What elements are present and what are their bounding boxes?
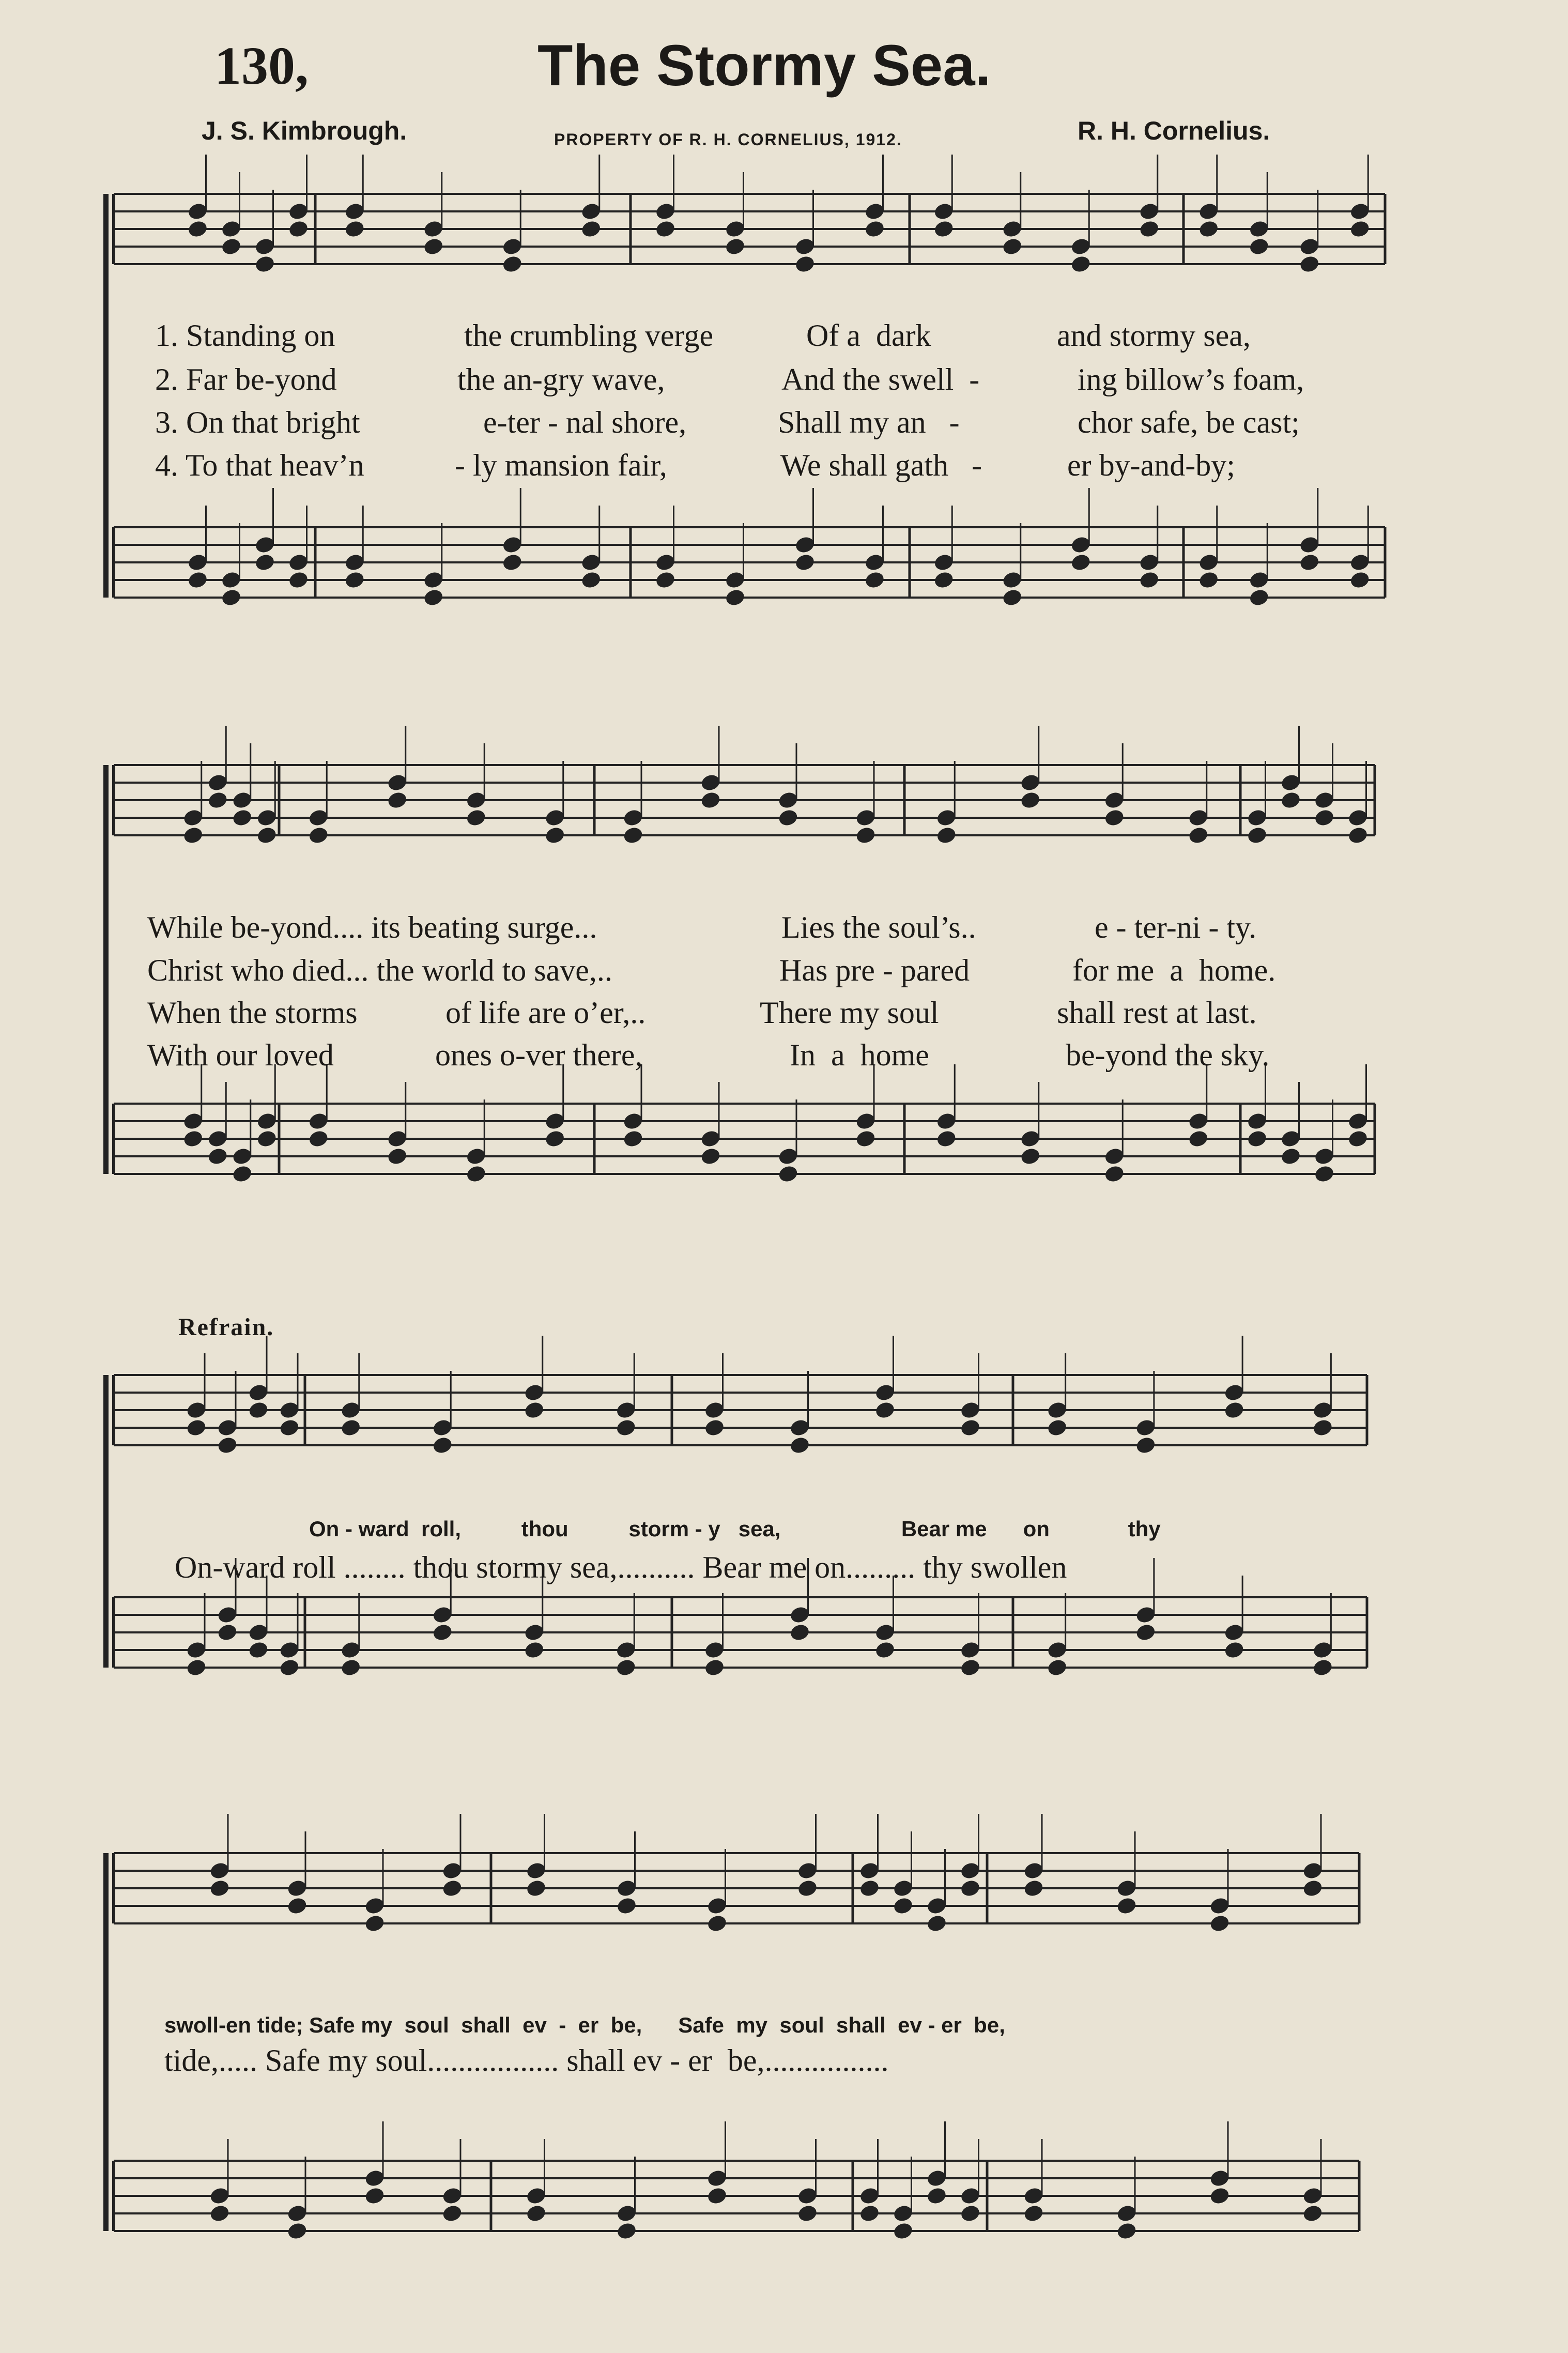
- lyric-text: Of a dark: [806, 318, 931, 353]
- lyric-text: 2. Far be-yond: [155, 362, 337, 396]
- composer-credit: R. H. Cornelius.: [1078, 116, 1270, 145]
- lyric-text: With our loved: [147, 1038, 334, 1072]
- lyric-text: chor safe, be cast;: [1078, 405, 1300, 439]
- refrain-lyrics-1: On-ward roll ........ thou stormy sea,.......... Bear me on......... thy swollen: [175, 1550, 1067, 1584]
- lyric-text: When the storms: [147, 996, 358, 1030]
- lyric-text: be-yond the sky.: [1066, 1038, 1270, 1072]
- copyright-notice: PROPERTY OF R. H. CORNELIUS, 1912.: [554, 130, 902, 149]
- lyric-text: And the swell -: [781, 362, 980, 396]
- refrain-label: Refrain.: [178, 1313, 274, 1341]
- lyric-text: the an-gry wave,: [457, 362, 665, 396]
- lyric-text: Lies the soul’s..: [781, 910, 976, 944]
- lyric-text: Has pre - pared: [779, 953, 970, 987]
- lyric-text: - ly mansion fair,: [455, 448, 667, 482]
- lyric-text: We shall gath -: [780, 448, 982, 482]
- lyric-text: shall rest at last.: [1057, 996, 1257, 1030]
- lyric-text: er by-and-by;: [1067, 448, 1235, 482]
- lyric-text: e - ter-ni - ty.: [1095, 910, 1257, 944]
- lyric-text: of life are o’er,..: [445, 996, 646, 1030]
- refrain-alto-lyrics-1: On - ward roll, thou storm - y sea, Bear me on thy: [309, 1517, 1161, 1541]
- lyric-text: In a home: [790, 1038, 929, 1072]
- lyric-text: There my soul: [760, 996, 939, 1030]
- lyric-text: 1. Standing on: [155, 318, 335, 353]
- refrain-alto-lyrics-2: swoll-en tide; Safe my soul shall ev - er be, Safe my soul shall ev - er be,: [164, 2013, 1005, 2037]
- lyric-text: Christ who died... the world to save,..: [147, 953, 612, 987]
- lyric-text: 4. To that heav’n: [155, 448, 364, 482]
- lyricist-credit: J. S. Kimbrough.: [202, 116, 407, 145]
- lyric-text: for me a home.: [1072, 953, 1276, 987]
- lyric-text: While be-yond.... its beating surge...: [147, 910, 597, 944]
- lyric-text: and stormy sea,: [1057, 318, 1251, 353]
- lyric-text: Shall my an -: [778, 405, 960, 439]
- refrain-lyrics-2: tide,..... Safe my soul................. shall ev - er be,................: [164, 2043, 889, 2077]
- lyric-text: the crumbling verge: [464, 318, 714, 353]
- lyric-text: ing billow’s foam,: [1078, 362, 1304, 396]
- lyric-text: e-ter - nal shore,: [483, 405, 687, 439]
- lyric-text: ones o-ver there,: [435, 1038, 643, 1072]
- hymn-title: The Stormy Sea.: [537, 33, 991, 98]
- lyric-text: 3. On that bright: [155, 405, 360, 439]
- hymn-number: 130,: [214, 36, 309, 96]
